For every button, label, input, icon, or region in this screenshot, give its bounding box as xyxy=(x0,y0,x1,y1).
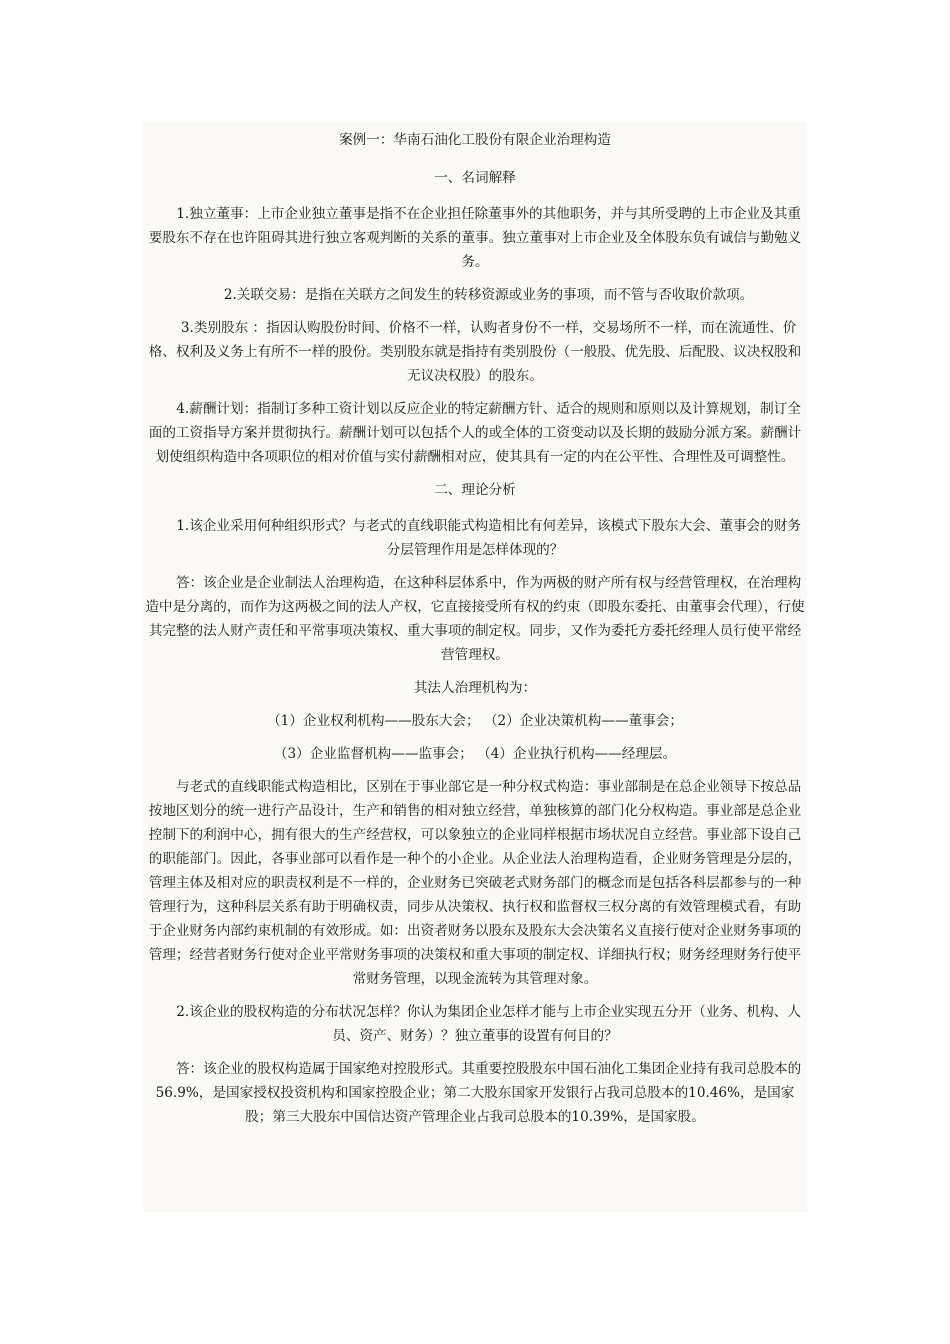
section-heading-analysis: 二、理论分析 xyxy=(434,482,516,498)
answer-1-structure-line-2: （3）企业监督机构——监事会； （4）企业执行机构——经理层。 xyxy=(273,746,677,762)
document-title: 案例一：华南石油化工股份有限企业治理构造 xyxy=(339,132,611,148)
answer-1: 答：该企业是企业制法人治理构造，在这种科层体系中，作为两极的财产所有权与经营管理权，在治理构造中是分离的，而作为这两极之间的法人产权，它直接接受所有权的约束（即股东委托、由董事会代理），行使其完整的法人财产责任和平常事项决策权、重大事项的制定权。同步，又作为委托方委托经理人员行使平常经营管理权。 xyxy=(145,575,805,663)
definition-compensation-plan: 4.薪酬计划：指制订多种工资计划以反应企业的特定薪酬方针、适合的规则和原则以及计算规划，制订全面的工资指导方案并贯彻执行。薪酬计划可以包括个人的或全体的工资变动以及长期的鼓励分派方案。薪酬计划使组织构造中各项职位的相对价值与实付薪酬相对应，使其具有一定的内在公平性、合理性及可调整性。 xyxy=(148,401,802,465)
definition-independent-director: 1.独立董事：上市企业独立董事是指不在企业担任除董事外的其他职务，并与其所受聘的上市企业及其重要股东不存在也许阻碍其进行独立客观判断的关系的董事。独立董事对上市企业及全体股东负有诚信与勤勉义务。 xyxy=(148,206,802,270)
answer-2: 答：该企业的股权构造属于国家绝对控股形式。其重要控股股东中国石油化工集团企业持有我司总股本的56.9%，是国家授权投资机构和国家控股企业；第二大股东国家开发银行占我司总股本的10.46%，是国家股；第三大股东中国信达资产管理企业占我司总股本的10.39%，是国家股。 xyxy=(155,1061,802,1125)
answer-1-structure-line-1: （1）企业权利机构——股东大会； （2）企业决策机构——董事会； xyxy=(267,713,683,729)
question-2: 2.该企业的股权构造的分布状况怎样？你认为集团企业怎样才能与上市企业实现五分开（业务、机构、人员、资产、财务）？独立董事的设置有何目的？ xyxy=(176,1004,801,1044)
document-page xyxy=(143,122,807,1212)
definition-class-shareholder: 3.类别股东 ：指因认购股份时间、价格不一样，认购者身份不一样，交易场所不一样，而在流通性、价格、权利及义务上有所不一样的股份。类别股东就是指持有类别股份（一般股、优先股、后配股、议决权股和无议决权股）的股东。 xyxy=(148,320,802,384)
definition-related-transaction: 2.关联交易：是指在关联方之间发生的转移资源或业务的事项，而不管与否收取价款项。 xyxy=(223,287,754,303)
section-heading-terms: 一、名词解释 xyxy=(434,170,516,186)
question-1: 1.该企业采用何种组织形式？与老式的直线职能式构造相比有何差异，该模式下股东大会、董事会的财务分层管理作用是怎样体现的？ xyxy=(176,518,801,558)
answer-1-comparison: 与老式的直线职能式构造相比，区别在于事业部它是一种分权式构造：事业部制是在总企业领导下按总品按地区划分的统一进行产品设计，生产和销售的相对独立经营，单独核算的部门化分权构造。事业部是总企业控制下的利润中心，拥有很大的生产经营权，可以象独立的企业同样根据市场状况自立经营。事业部下设自己的职能部门。因此，各事业部可以看作是一种个的小企业。从企业法人治理构造看，企业财务管理是分层的，管理主体及相对应的职责权利是不一样的，企业财务已突破老式财务部门的概念而是包括各科层都参与的一种管理行为，这种科层关系有助于明确权责，同步从决策权、执行权和监督权三权分离的有效管理模式看，有助于企业财务内部约束机制的有效形成。如：出资者财务以股东及股东大会决策名义直接行使对企业财务事项的管理；经营者财务行使对企业平常财务事项的决策权和重大事项的制定权、详细执行权；财务经理财务行使平常财务管理，以现金流转为其管理对象。 xyxy=(148,779,802,987)
answer-1-intro: 其法人治理机构为： xyxy=(413,680,537,696)
